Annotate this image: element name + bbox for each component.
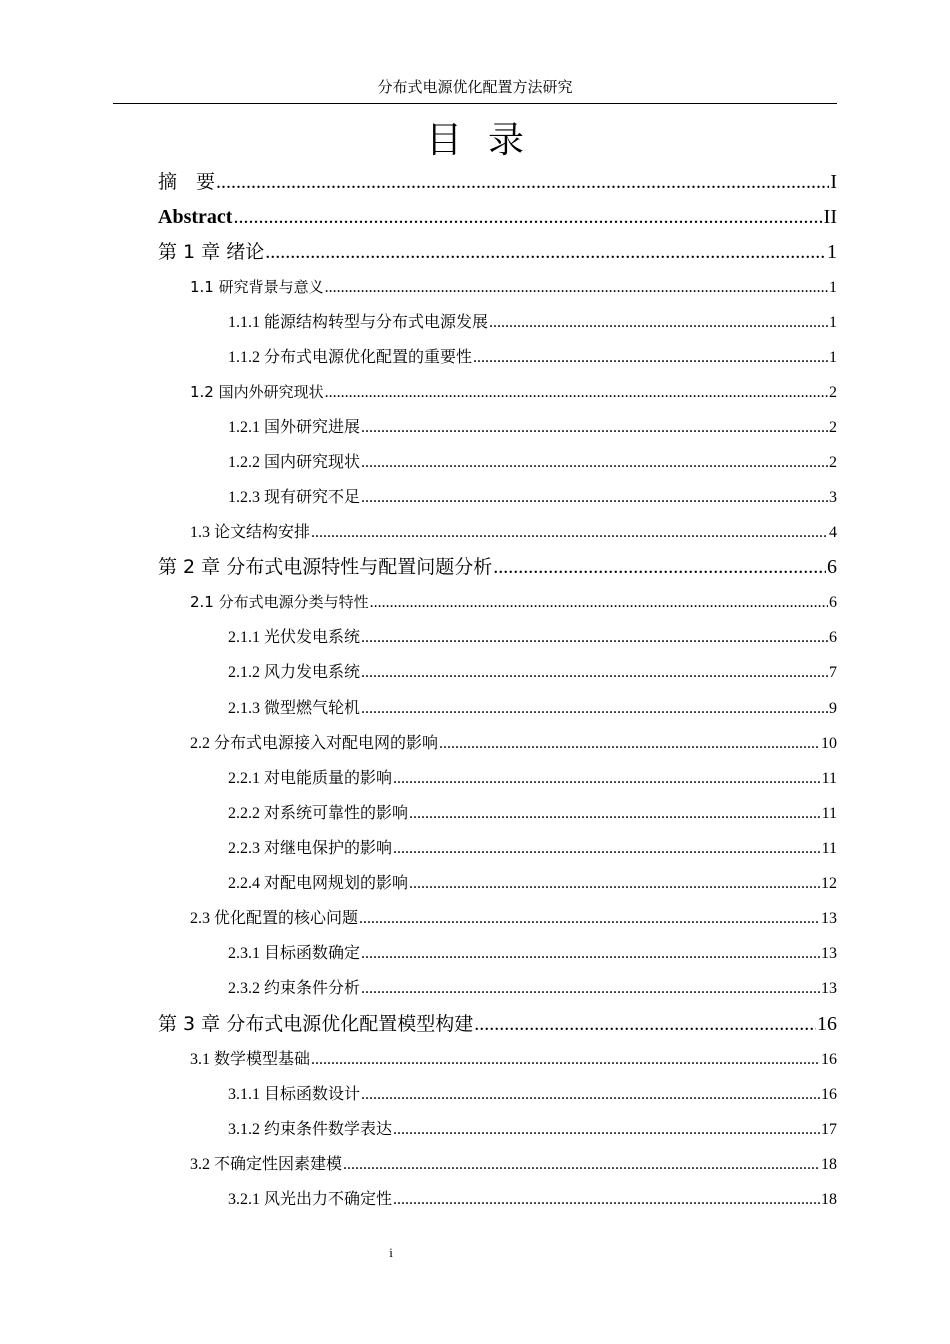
toc-entry-page: 1: [827, 241, 837, 263]
dot-leader: [343, 1147, 820, 1182]
dot-leader: [361, 410, 828, 445]
toc-entry-text: 1.2.3 现有研究不足: [228, 489, 361, 506]
toc-entry-page: 11: [821, 805, 837, 822]
dot-leader: [489, 305, 828, 340]
toc-entry-page: 13: [821, 980, 837, 997]
toc-entry-page: 13: [821, 945, 837, 962]
toc-entry-section[interactable]: [190, 901, 837, 936]
dot-leader: [265, 235, 826, 269]
dot-leader: [439, 726, 820, 761]
toc-entry-text: 2.1 分布式电源分类与特性: [190, 593, 369, 611]
header-divider: [113, 103, 837, 104]
toc-entry-page: 18: [821, 1156, 837, 1173]
toc-entry-section[interactable]: [190, 585, 837, 620]
dot-leader: [474, 1007, 816, 1041]
toc-entry-text: 2.2.2 对系统可靠性的影响: [228, 805, 409, 822]
toc-entry-page: 12: [821, 875, 837, 892]
toc-entry-page: 4: [829, 524, 837, 541]
toc-entry-page: 11: [821, 840, 837, 857]
toc-entry-page: 16: [821, 1086, 837, 1103]
dot-leader: [493, 550, 826, 584]
toc-entry-abstract-cn[interactable]: [158, 165, 837, 199]
dot-leader: [216, 165, 829, 199]
toc-entry-abstract-en[interactable]: [158, 200, 837, 234]
dot-leader: [361, 480, 828, 515]
toc-entry-text: 1.2 国内外研究现状: [190, 383, 324, 401]
dot-leader: [325, 375, 828, 410]
dot-leader: [361, 691, 828, 726]
toc-entry-page: 11: [821, 770, 837, 787]
toc-entry-subsection[interactable]: [228, 1077, 837, 1112]
footer-page-number: i: [389, 1245, 393, 1260]
toc-entry-subsection[interactable]: [228, 305, 837, 340]
dot-leader: [393, 761, 821, 796]
toc-entry-subsection[interactable]: [228, 480, 837, 515]
toc-entry-section[interactable]: [190, 726, 837, 761]
toc-entry-subsection[interactable]: [228, 831, 837, 866]
dot-leader: [359, 901, 820, 936]
toc-entry-subsection[interactable]: [228, 936, 837, 971]
running-header: 分布式电源优化配置方法研究: [377, 80, 573, 96]
toc-entry-text: 1.2.1 国外研究进展: [228, 419, 361, 436]
toc-entry-section[interactable]: [190, 270, 837, 305]
toc-entry-text: 2.2 分布式电源接入对配电网的影响: [190, 735, 439, 752]
toc-entry-text: Abstract: [158, 206, 233, 228]
dot-leader: [393, 1112, 820, 1147]
toc-entry-chapter-2[interactable]: [158, 550, 837, 584]
toc-entry-page: 6: [829, 629, 837, 646]
toc-entry-text: 2.2.4 对配电网规划的影响: [228, 875, 409, 892]
toc-entry-subsection[interactable]: [228, 445, 837, 480]
toc-entry-text: 2.3 优化配置的核心问题: [190, 910, 359, 927]
toc-entry-chapter-3[interactable]: [158, 1007, 837, 1041]
toc-entry-page: 7: [829, 664, 837, 681]
toc-entry-subsection[interactable]: [228, 620, 837, 655]
toc-entry-text: 2.3.1 目标函数确定: [228, 945, 361, 962]
toc-entry-text: 1.3 论文结构安排: [190, 524, 311, 541]
toc-entry-text: 2.1.2 风力发电系统: [228, 664, 361, 681]
toc-entry-text: 3.2 不确定性因素建模: [190, 1156, 343, 1173]
dot-leader: [361, 1077, 820, 1112]
toc-entry-page: 16: [817, 1013, 837, 1035]
toc-entry-page: 2: [829, 419, 837, 436]
toc-entry-page: I: [830, 171, 837, 193]
toc-entry-chapter-1[interactable]: [158, 235, 837, 269]
dot-leader: [361, 655, 828, 690]
toc-entry-page: 2: [829, 454, 837, 471]
toc-entry-text: 3.2.1 风光出力不确定性: [228, 1191, 393, 1208]
dot-leader: [393, 831, 821, 866]
dot-leader: [393, 1182, 820, 1217]
toc-entry-text: 第 1 章 绪论: [158, 241, 265, 263]
toc-entry-page: 2: [829, 384, 837, 401]
dot-leader: [409, 796, 821, 831]
dot-leader: [361, 445, 828, 480]
toc-entry-page: 16: [821, 1051, 837, 1068]
toc-entry-section[interactable]: [190, 1147, 837, 1182]
toc-entry-page: II: [823, 206, 837, 228]
toc-entry-page: 3: [829, 489, 837, 506]
toc-entry-subsection[interactable]: [228, 761, 837, 796]
toc-entry-page: 1: [829, 279, 837, 296]
toc-entry-page: 18: [821, 1191, 837, 1208]
toc-entry-subsection[interactable]: [228, 866, 837, 901]
dot-leader: [361, 620, 828, 655]
toc-entry-subsection[interactable]: [228, 796, 837, 831]
dot-leader: [409, 866, 820, 901]
toc-entry-subsection[interactable]: [228, 655, 837, 690]
toc-entry-subsection[interactable]: [228, 410, 837, 445]
toc-entry-text: 3.1.2 约束条件数学表达: [228, 1121, 393, 1138]
toc-entry-page: 10: [821, 735, 837, 752]
toc-entry-section[interactable]: [190, 1042, 837, 1077]
dot-leader: [325, 270, 828, 305]
toc-entry-page: 1: [829, 349, 837, 366]
toc-entry-subsection[interactable]: [228, 340, 837, 375]
toc-entry-page: 17: [821, 1121, 837, 1138]
dot-leader: [361, 971, 820, 1006]
toc-entry-text: 摘 要: [158, 171, 216, 193]
toc-entry-text: 2.1.1 光伏发电系统: [228, 629, 361, 646]
toc-entry-section[interactable]: [190, 375, 837, 410]
toc-entry-text: 1.1 研究背景与意义: [190, 278, 324, 296]
dot-leader: [311, 1042, 820, 1077]
dot-leader: [233, 200, 822, 234]
toc-entry-subsection[interactable]: [228, 1112, 837, 1147]
toc-entry-text: 1.2.2 国内研究现状: [228, 454, 361, 471]
toc-entry-page: 6: [829, 594, 837, 611]
toc-entry-text: 2.2.1 对电能质量的影响: [228, 770, 393, 787]
toc-entry-text: 2.3.2 约束条件分析: [228, 980, 361, 997]
toc-entry-page: 13: [821, 910, 837, 927]
dot-leader: [311, 515, 828, 550]
toc-entry-page: 9: [829, 700, 837, 717]
toc-entry-subsection[interactable]: [228, 1182, 837, 1217]
toc-entry-page: 1: [829, 314, 837, 331]
toc-entry-text: 2.1.3 微型燃气轮机: [228, 700, 361, 717]
dot-leader: [361, 936, 820, 971]
toc-entry-page: 6: [827, 556, 837, 578]
toc-entry-text: 2.2.3 对继电保护的影响: [228, 840, 393, 857]
toc-entry-text: 第 3 章 分布式电源优化配置模型构建: [158, 1013, 474, 1035]
toc-entry-subsection[interactable]: [228, 691, 837, 726]
toc-entry-text: 3.1.1 目标函数设计: [228, 1086, 361, 1103]
toc-entry-text: 3.1 数学模型基础: [190, 1051, 311, 1068]
toc-entry-text: 1.1.1 能源结构转型与分布式电源发展: [228, 314, 489, 331]
toc-entry-section[interactable]: [190, 515, 837, 550]
dot-leader: [473, 340, 828, 375]
dot-leader: [370, 585, 828, 620]
toc-entry-text: 1.1.2 分布式电源优化配置的重要性: [228, 349, 473, 366]
toc-title: 目录: [425, 120, 550, 161]
toc-entry-subsection[interactable]: [228, 971, 837, 1006]
toc-entry-text: 第 2 章 分布式电源特性与配置问题分析: [158, 556, 493, 578]
